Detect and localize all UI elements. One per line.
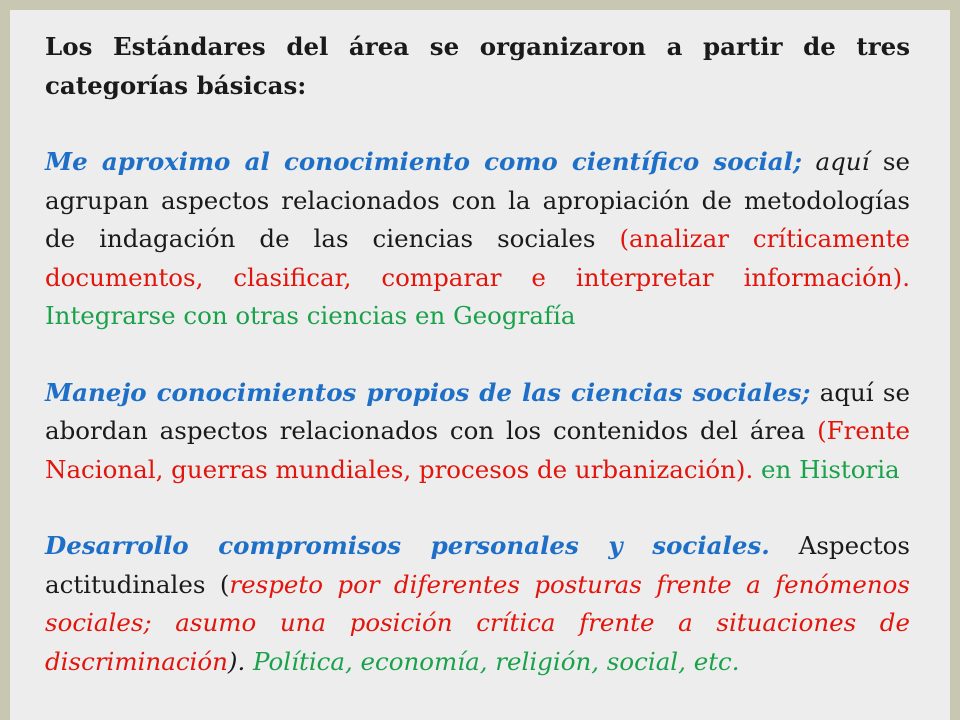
category-title: Manejo conocimientos propios de las ciencias sociales	[45, 377, 802, 407]
category-examples: (analizar críticamente documentos, clasificar, comparar e interpretar información).	[45, 224, 911, 292]
category-paragraph-1	[45, 143, 910, 336]
category-paragraph-2	[45, 374, 910, 490]
category-note: Integrarse con otras ciencias en Geografía	[45, 301, 576, 330]
slide	[10, 10, 950, 720]
category-examples: respeto por diferentes posturas frente a fenómenos sociales; asumo una posición crítica frente a situaciones de discriminación	[45, 569, 911, 676]
category-examples: (Frente Nacional, guerras mundiales, procesos de urbanización).	[45, 416, 910, 484]
category-title: Me aproximo al conocimiento como científico social	[45, 147, 793, 176]
category-note: Política, economía, religión, social, etc.	[245, 646, 740, 676]
category-title: Desarrollo compromisos personales y sociales	[45, 531, 762, 560]
category-description: Aspectos actitudinales	[45, 531, 910, 599]
category-paragraph-3	[45, 527, 910, 681]
text-box	[45, 28, 910, 719]
category-description: se abordan aspectos relacionados con los contenidos del área	[45, 377, 910, 445]
category-separator: ;	[801, 377, 811, 407]
category-examples-close: ).	[227, 646, 246, 676]
category-note: en Historia	[753, 454, 900, 484]
category-description: se agrupan aspectos relacionados con la apropiación de metodologías de indagación de las ciencias sociales	[45, 147, 910, 253]
category-separator: ;	[792, 147, 803, 176]
category-examples-open: (	[219, 569, 230, 599]
category-separator: .	[761, 531, 770, 560]
intro-paragraph: Los Estándares del área se organizaron a partir de tres categorías básicas:	[45, 32, 910, 100]
category-lead-word: aquí	[810, 377, 874, 407]
category-lead-word: aquí	[802, 147, 870, 176]
